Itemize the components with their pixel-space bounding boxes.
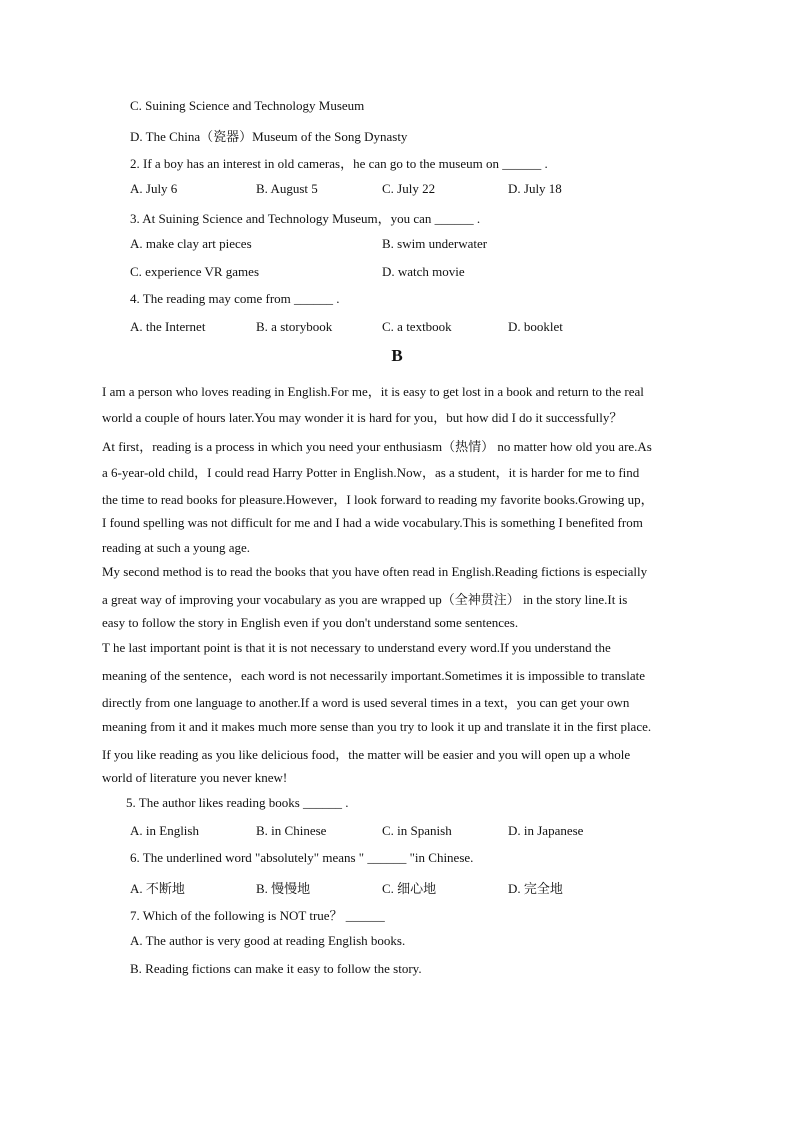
q4-option-a: A. the Internet [130,319,206,334]
q3-option-b: B. swim underwater [382,236,488,251]
passage-line: meaning of the sentence，each word is not necessarily important.Sometimes it is impossible to translate [102,668,645,683]
passage-line: meaning from it and it makes much more sense than you try to look it up and translate it in the first place. [102,719,652,734]
q6-option-a: A. 不断地 [130,881,185,896]
passage-line: easy to follow the story in English even if you don't understand some sentences. [102,615,519,630]
q3-stem: 3. At Suining Science and Technology Museum，you can ______ . [130,211,481,226]
passage-line: At first，reading is a process in which you need your enthusiasm（热情） no matter how old you are.As [102,439,652,454]
q7-option-a: A. The author is very good at reading English books. [130,933,406,948]
passage-line: a great way of improving your vocabulary as you are wrapped up（全神贯注） in the story line.It is [102,592,628,607]
q4-option-d: D. booklet [508,319,563,334]
q6-option-d: D. 完全地 [508,881,563,896]
q2-stem: 2. If a boy has an interest in old cameras，he can go to the museum on ______ . [130,156,548,171]
passage-line: a 6-year-old child，I could read Harry Potter in English.Now，as a student，it is harder for me to find [102,465,640,480]
q3-option-c: C. experience VR games [130,264,259,279]
q2-option-b: B. August 5 [256,181,318,196]
q4-option-b: B. a storybook [256,319,333,334]
passage-line: I am a person who loves reading in English.For me，it is easy to get lost in a book and return to the real [102,384,644,399]
passage-line: T he last important point is that it is not necessary to understand every word.If you understand the [102,640,611,655]
q5-option-c: C. in Spanish [382,823,452,838]
q7-option-b: B. Reading fictions can make it easy to follow the story. [130,961,422,976]
passage-line: If you like reading as you like delicious food，the matter will be easier and you will open up a whole [102,747,631,762]
q1-option-d: D. The China（瓷器）Museum of the Song Dynasty [130,129,408,144]
q6-option-c: C. 细心地 [382,881,437,896]
q1-option-c: C. Suining Science and Technology Museum [130,98,365,113]
section-b-heading: B [391,346,403,365]
q3-option-a: A. make clay art pieces [130,236,252,251]
q2-option-d: D. July 18 [508,181,562,196]
passage-line: I found spelling was not difficult for me and I had a wide vocabulary.This is something I benefited from [102,515,643,530]
q6-stem: 6. The underlined word "absolutely" means " ______ "in Chinese. [130,850,474,865]
q6-option-b: B. 慢慢地 [256,881,311,896]
passage-line: world a couple of hours later.You may wonder it is hard for you，but how did I do it successfully？ [102,410,623,425]
passage-line: world of literature you never knew! [102,770,288,785]
passage-line: directly from one language to another.If a word is used several times in a text，you can get your own [102,695,630,710]
passage-line: My second method is to read the books that you have often read in English.Reading fictions is especially [102,564,648,579]
q7-stem: 7. Which of the following is NOT true？ ______ [130,908,385,923]
q4-stem: 4. The reading may come from ______ . [130,291,340,306]
q5-option-a: A. in English [130,823,199,838]
q5-stem: 5. The author likes reading books ______ . [126,795,349,810]
q2-option-a: A. July 6 [130,181,178,196]
q5-option-d: D. in Japanese [508,823,584,838]
passage-line: the time to read books for pleasure.However，I look forward to reading my favorite books.Growing up， [102,492,654,507]
q3-option-d: D. watch movie [382,264,465,279]
passage-line: reading at such a young age. [102,540,251,555]
q2-option-c: C. July 22 [382,181,436,196]
q5-option-b: B. in Chinese [256,823,327,838]
q4-option-c: C. a textbook [382,319,452,334]
